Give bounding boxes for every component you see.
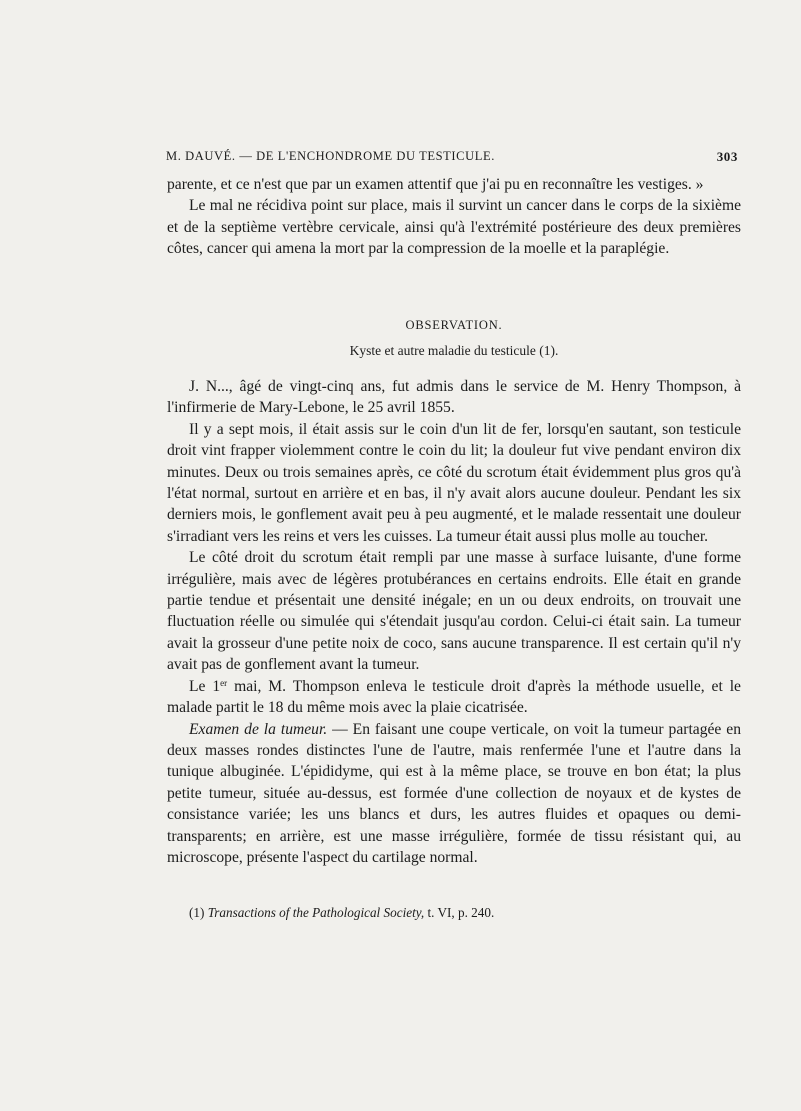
tumor-exam-text: — En faisant une coupe verticale, on voit la tumeur partagée en deux masses rondes distinctes l'une de l'autre, mais renfermée l'une et l'autre dans la tunique albuginée. L'épididyme, qui est à la même place, se trouve en bon état; la plus petite tumeur, située au-dessus, est formée d'une collection de noyaux et de kystes de consistance variée; les uns blancs et durs, les autres fluides et opaques ou demi-transparents; en arrière, est une masse irrégulière, formée de tissu résistant qui, au microscope, présente l'aspect du cartilage normal. [167,720,741,866]
observation-text-block [167,376,741,868]
footnote [189,904,741,922]
operation-date-prefix: Le 1 [189,677,221,695]
tumor-exam-heading: Examen de la tumeur. [189,720,328,738]
paragraph-history: Il y a sept mois, il était assis sur le coin d'un lit de fer, lorsqu'en sautant, son testicule droit vint frapper violemment contre le coin du lit; la douleur fut vive pendant environ dix minutes. Deux ou trois semaines après, ce côté du scrotum était évidemment plus gros qu'à l'état normal, surtout en arrière et en bas, il n'y avait alors aucune douleur. Pendant les six derniers mois, le gonflement avait peu à peu augmenté, et le malade ressentait une douleur s'irradiant vers les reins et vers les cuisses. La tumeur était aussi plus molle au toucher. [167,420,741,545]
paragraph-continuation: parente, et ce n'est que par un examen attentif que j'ai pu en reconnaître les vestiges. » [167,176,704,193]
observation-heading: OBSERVATION. [405,318,503,332]
running-head [166,149,738,167]
paragraph-tumor-exam [167,719,741,869]
top-text-block [167,174,741,260]
observation-subtitle: Kyste et autre maladie du testicule (1). [349,343,559,358]
paragraph-recurrence: Le mal ne récidiva point sur place, mais il survint un cancer dans le corps de la sixième et de la septième vertèbre cervicale, ainsi qu'à l'extrémité postérieure des deux premières côtes, cancer qui amena la mort par la compression de la moelle et la paraplégie. [167,197,741,258]
paragraph-operation [167,676,741,719]
footnote-source-title: Transactions of the Pathological Society, [207,905,425,920]
footnote-marker: (1) [189,905,205,920]
running-title: M. DAUVÉ. — DE L'ENCHONDROME DU TESTICULE. [166,149,495,163]
footnote-reference: t. VI, p. 240. [427,905,495,920]
operation-text: mai, M. Thompson enleva le testicule droit d'après la méthode usuelle, et le malade partit le 18 du même mois avec la plaie cicatrisée. [167,677,741,717]
paragraph-examination: Le côté droit du scrotum était rempli par une masse à surface luisante, d'une forme irrégulière, mais avec de légères protubérances en certains endroits. Elle était en grande partie tendue et présentait une densité inégale; en un ou deux endroits, on trouvait une fluctuation réelle ou simulée qui s'étendait jusqu'au cordon. Celui-ci était sain. La tumeur avait la grosseur d'une petite noix de coco, sans aucune transparence. Il est certain qu'il n'y avait pas de gonflement avant la tumeur. [167,549,741,674]
paragraph-admission: J. N..., âgé de vingt-cinq ans, fut admis dans le service de M. Henry Thompson, à l'infirmerie de Mary-Lebone, le 25 avril 1855. [167,378,741,417]
ordinal-superscript: er [220,677,228,688]
page-number: 303 [716,149,738,164]
